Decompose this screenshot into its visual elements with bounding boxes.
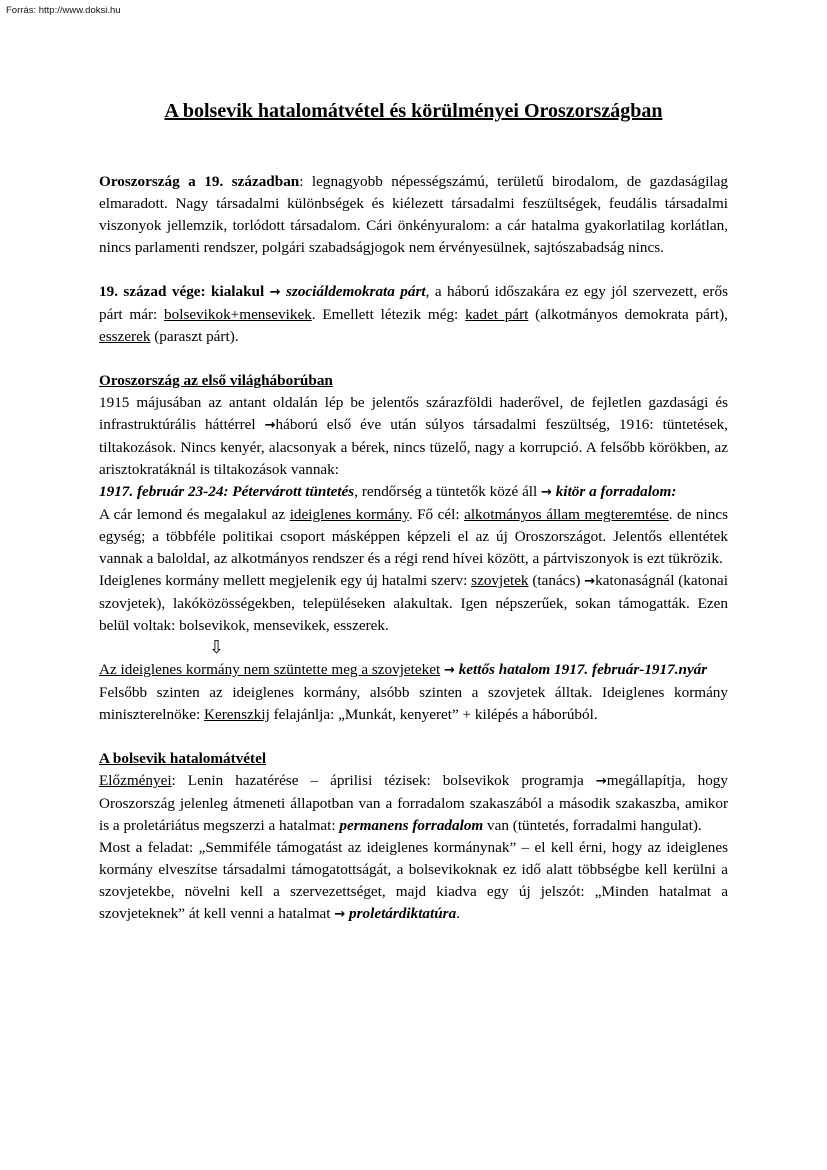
text: 1915 májusában az antant oldalán lép be jelentős szárazföldi haderővel, de fejletlen gazdasági és infrastruktúrális háttérrel xyxy=(99,394,728,433)
underlined-term: kadet párt xyxy=(465,306,529,323)
text: . de nincs egység; a többféle politikai csoport másképpen képzeli el az új Oroszországot. Jelentős ellentétek vannak a baloldal, az alkotmányos rendszer és a régi rend hívei között, a pártviszonyok is ezt tükrözik. xyxy=(99,506,728,567)
text: A cár lemond és megalakul az xyxy=(99,506,290,523)
document-body xyxy=(99,171,728,926)
arrow-right-icon: → xyxy=(264,418,276,433)
text: . Emellett létezik még: xyxy=(311,306,466,323)
arrow-right-icon: → xyxy=(443,663,455,678)
text: Felsőbb szinten az ideiglenes kormány, alsóbb szinten a szovjetek álltak. Ideiglenes kormány miniszterelnöke: xyxy=(99,684,728,723)
text: : Lenin hazatérése – áprilisi tézisek: bolsevikok programja xyxy=(171,772,596,789)
arrow-down-icon: ⇩ xyxy=(209,637,225,658)
paragraph-19th-century xyxy=(99,171,728,259)
bold-term: 19. század vége: kialakul xyxy=(99,283,265,300)
emphasis-term: 1917. február 23-24: Pétervárott tüntetés xyxy=(99,483,355,500)
arrow-right-icon: → xyxy=(584,574,596,589)
paragraph-dual-power xyxy=(99,659,728,682)
underlined-term: ideiglenes kormány xyxy=(289,506,409,523)
text: felajánlja: „Munkát, kenyeret” + kilépés a háborúból. xyxy=(269,706,598,723)
paragraph-1915 xyxy=(99,392,728,481)
paragraph-parties xyxy=(99,281,728,348)
emphasis-term: permanens forradalom xyxy=(339,817,484,834)
underlined-term: bolsevikok+mensevikek xyxy=(164,306,312,323)
section-heading-ww1: Oroszország az első világháborúban xyxy=(99,372,333,389)
paragraph-provisional-government xyxy=(99,504,728,570)
emphasis-term: szociáldemokrata párt xyxy=(286,283,426,300)
bold-term: Oroszország a 19. században xyxy=(99,173,300,190)
underlined-term: szovjetek xyxy=(471,572,529,589)
arrow-right-icon: → xyxy=(334,907,346,922)
underlined-term: Kerenszkij xyxy=(204,706,270,723)
paragraph-lenin xyxy=(99,770,728,837)
emphasis-term: proletárdiktatúra xyxy=(349,905,457,922)
paragraph-kerensky xyxy=(99,682,728,726)
text: , a háború időszakára ez egy jól szervezett, erős párt már: xyxy=(99,283,728,323)
text: katonaságnál (katonai szovjetek), lakóközösségekben, településeken alakultak. Igen népszerűek, sokan támogatták. Ezen belül voltak: bolsevikok, mensevikek, esszerek. xyxy=(99,572,729,634)
text: Ideiglenes kormány mellett megjelenik egy új hatalmi szerv: xyxy=(99,572,472,589)
page-title: A bolsevik hatalomátvétel és körülményei Oroszországban xyxy=(164,100,663,122)
emphasis-term: kettős hatalom 1917. február-1917.nyár xyxy=(458,661,708,678)
underlined-term: esszerek xyxy=(99,328,151,345)
text: (alkotmányos demokrata párt), xyxy=(528,306,728,323)
paragraph-soviets xyxy=(99,570,728,637)
paragraph-task xyxy=(99,837,728,926)
underlined-term: Az ideiglenes kormány nem szüntette meg a szovjeteket xyxy=(99,661,441,678)
arrow-right-icon: → xyxy=(595,774,607,789)
underlined-term: Előzményei xyxy=(99,772,172,789)
text: , rendőrség a tüntetők közé áll xyxy=(354,483,542,500)
text: (paraszt párt). xyxy=(150,328,239,345)
paragraph-1917-february xyxy=(99,481,728,504)
section-heading-takeover: A bolsevik hatalomátvétel xyxy=(99,750,267,767)
text: megállapítja, hogy Oroszország jelenleg átmeneti állapotban van a forradalom szakaszából a második szakaszba, amikor is a proletáriátus megszerzi a hatalmat: xyxy=(99,772,728,834)
text: Most a feladat: „Semmiféle támogatást az ideiglenes kormánynak” – el kell érni, hogy az ideiglenes kormány elveszítse társadalmi támogatottságát, a bolsevikoknak ez idő alatt többségbe kell kerülni a szovjetekbe, növelni kell a szervezettséget, majd kiadva egy új jelszót: „Minden hatalmat a szovjeteknek” át kell venni a hatalmat xyxy=(99,839,728,922)
text: : legnagyobb népességszámú, területű birodalom, de gazdaságilag elmaradott. Nagy társadalmi különbségek és kiélezett társadalmi feszültségek, feudális társadalmi viszonyok jellemzik, torlódott társadalom. Cári önkényuralom: a cár hatalma gyakorlatilag korlátlan, nincs parlamenti rendszer, polgári szabadságjogok nem érvényesülnek, sajtószabadság nincs. xyxy=(99,173,728,256)
text: (tanács) xyxy=(528,572,585,589)
underlined-term: alkotmányos állam megteremtése xyxy=(464,506,669,523)
arrow-right-icon: → xyxy=(541,485,552,500)
emphasis-term: kitör a forradalom: xyxy=(555,483,677,500)
text: van (tüntetés, forradalmi hangulat). xyxy=(483,817,702,834)
source-line: Forrás: http://www.doksi.hu xyxy=(6,5,121,16)
arrow-right-icon: → xyxy=(269,285,281,300)
text: . xyxy=(456,905,460,922)
text: háború első éve után súlyos társadalmi feszültség, 1916: tüntetések, tiltakozások. Nincs kenyér, alacsonyak a bérek, nincs tüzelő, nagy a korrupció. A felsőbb körökben, az arisztokratáknál is tiltakozások vannak: xyxy=(99,416,728,478)
text: . Fő cél: xyxy=(408,506,465,523)
